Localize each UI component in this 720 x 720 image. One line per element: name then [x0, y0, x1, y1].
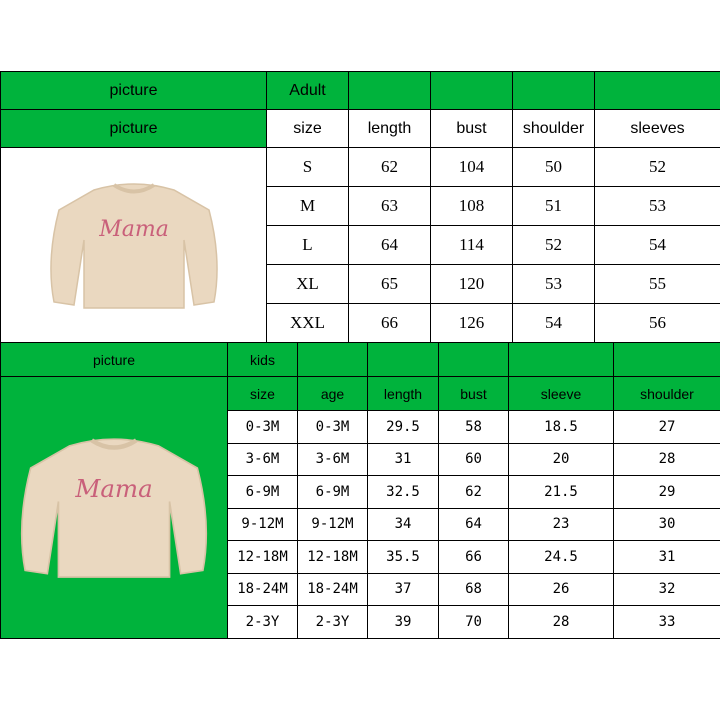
cell: 64	[349, 226, 431, 265]
cell: 18.5	[509, 411, 614, 444]
cell: 56	[595, 304, 720, 343]
cell: 51	[513, 187, 595, 226]
adult-header-row-2	[1, 110, 720, 148]
header-cell: bust	[431, 110, 513, 148]
cell: 65	[349, 265, 431, 304]
cell: 52	[595, 148, 720, 187]
cell: 126	[431, 304, 513, 343]
header-cell	[509, 343, 614, 377]
header-cell: size	[228, 377, 298, 411]
cell: 108	[431, 187, 513, 226]
mama-embroidery: Mama	[75, 474, 153, 504]
sweater-image	[14, 422, 214, 592]
cell: 68	[439, 573, 509, 606]
cell: 52	[513, 226, 595, 265]
adult-sweater-picture	[1, 148, 267, 343]
header-cell	[595, 72, 720, 110]
cell: 32.5	[368, 476, 439, 509]
cell: 60	[439, 443, 509, 476]
header-cell	[368, 343, 439, 377]
header-cell: length	[349, 110, 431, 148]
cell: 12-18M	[228, 541, 298, 574]
cell: 6-9M	[298, 476, 368, 509]
header-cell	[298, 343, 368, 377]
cell: 55	[595, 265, 720, 304]
header-cell: picture	[1, 343, 228, 377]
cell: 66	[439, 541, 509, 574]
header-cell: picture	[1, 72, 267, 110]
cell: 31	[368, 443, 439, 476]
cell: 58	[439, 411, 509, 444]
cell: 9-12M	[228, 508, 298, 541]
header-cell: shoulder	[614, 377, 720, 411]
kids-sweater-picture	[1, 377, 228, 639]
cell: 6-9M	[228, 476, 298, 509]
adult-header-row-1	[1, 72, 720, 110]
table-row	[1, 148, 720, 187]
cell: 62	[439, 476, 509, 509]
header-cell: bust	[439, 377, 509, 411]
cell: 27	[614, 411, 720, 444]
cell: 37	[368, 573, 439, 606]
cell: 54	[595, 226, 720, 265]
cell: 29	[614, 476, 720, 509]
cell: XXL	[267, 304, 349, 343]
kids-header-row-1	[1, 343, 720, 377]
cell: 34	[368, 508, 439, 541]
cell: 23	[509, 508, 614, 541]
cell: 30	[614, 508, 720, 541]
cell: 18-24M	[228, 573, 298, 606]
cell: 53	[595, 187, 720, 226]
header-cell	[614, 343, 720, 377]
cell: 12-18M	[298, 541, 368, 574]
cell: 54	[513, 304, 595, 343]
header-cell: length	[368, 377, 439, 411]
header-cell: picture	[1, 110, 267, 148]
header-cell	[349, 72, 431, 110]
cell: XL	[267, 265, 349, 304]
cell: 21.5	[509, 476, 614, 509]
cell: 3-6M	[228, 443, 298, 476]
cell: 31	[614, 541, 720, 574]
cell: 63	[349, 187, 431, 226]
cell: 62	[349, 148, 431, 187]
header-cell	[431, 72, 513, 110]
cell: 53	[513, 265, 595, 304]
header-cell: shoulder	[513, 110, 595, 148]
cell: 2-3Y	[228, 606, 298, 639]
header-cell: sleeve	[509, 377, 614, 411]
mama-embroidery: Mama	[98, 217, 169, 242]
cell: 39	[368, 606, 439, 639]
cell: 3-6M	[298, 443, 368, 476]
cell: 29.5	[368, 411, 439, 444]
cell: 26	[509, 573, 614, 606]
cell: 66	[349, 304, 431, 343]
header-cell	[439, 343, 509, 377]
cell: 35.5	[368, 541, 439, 574]
cell: 50	[513, 148, 595, 187]
cell: 2-3Y	[298, 606, 368, 639]
header-cell: size	[267, 110, 349, 148]
cell: 0-3M	[228, 411, 298, 444]
header-cell: age	[298, 377, 368, 411]
cell: 64	[439, 508, 509, 541]
cell: 18-24M	[298, 573, 368, 606]
cell: 24.5	[509, 541, 614, 574]
header-cell: sleeves	[595, 110, 720, 148]
cell: 114	[431, 226, 513, 265]
cell: 120	[431, 265, 513, 304]
cell: 0-3M	[298, 411, 368, 444]
header-cell	[513, 72, 595, 110]
adult-size-table	[0, 71, 720, 343]
kids-header-row-2	[1, 377, 720, 411]
cell: 20	[509, 443, 614, 476]
cell: 28	[614, 443, 720, 476]
cell: 9-12M	[298, 508, 368, 541]
header-cell: kids	[228, 343, 298, 377]
cell: 33	[614, 606, 720, 639]
cell: L	[267, 226, 349, 265]
cell: M	[267, 187, 349, 226]
kids-size-table	[0, 342, 720, 639]
cell: S	[267, 148, 349, 187]
sweater-image	[44, 170, 224, 320]
cell: 32	[614, 573, 720, 606]
header-cell: Adult	[267, 72, 349, 110]
cell: 104	[431, 148, 513, 187]
cell: 70	[439, 606, 509, 639]
cell: 28	[509, 606, 614, 639]
